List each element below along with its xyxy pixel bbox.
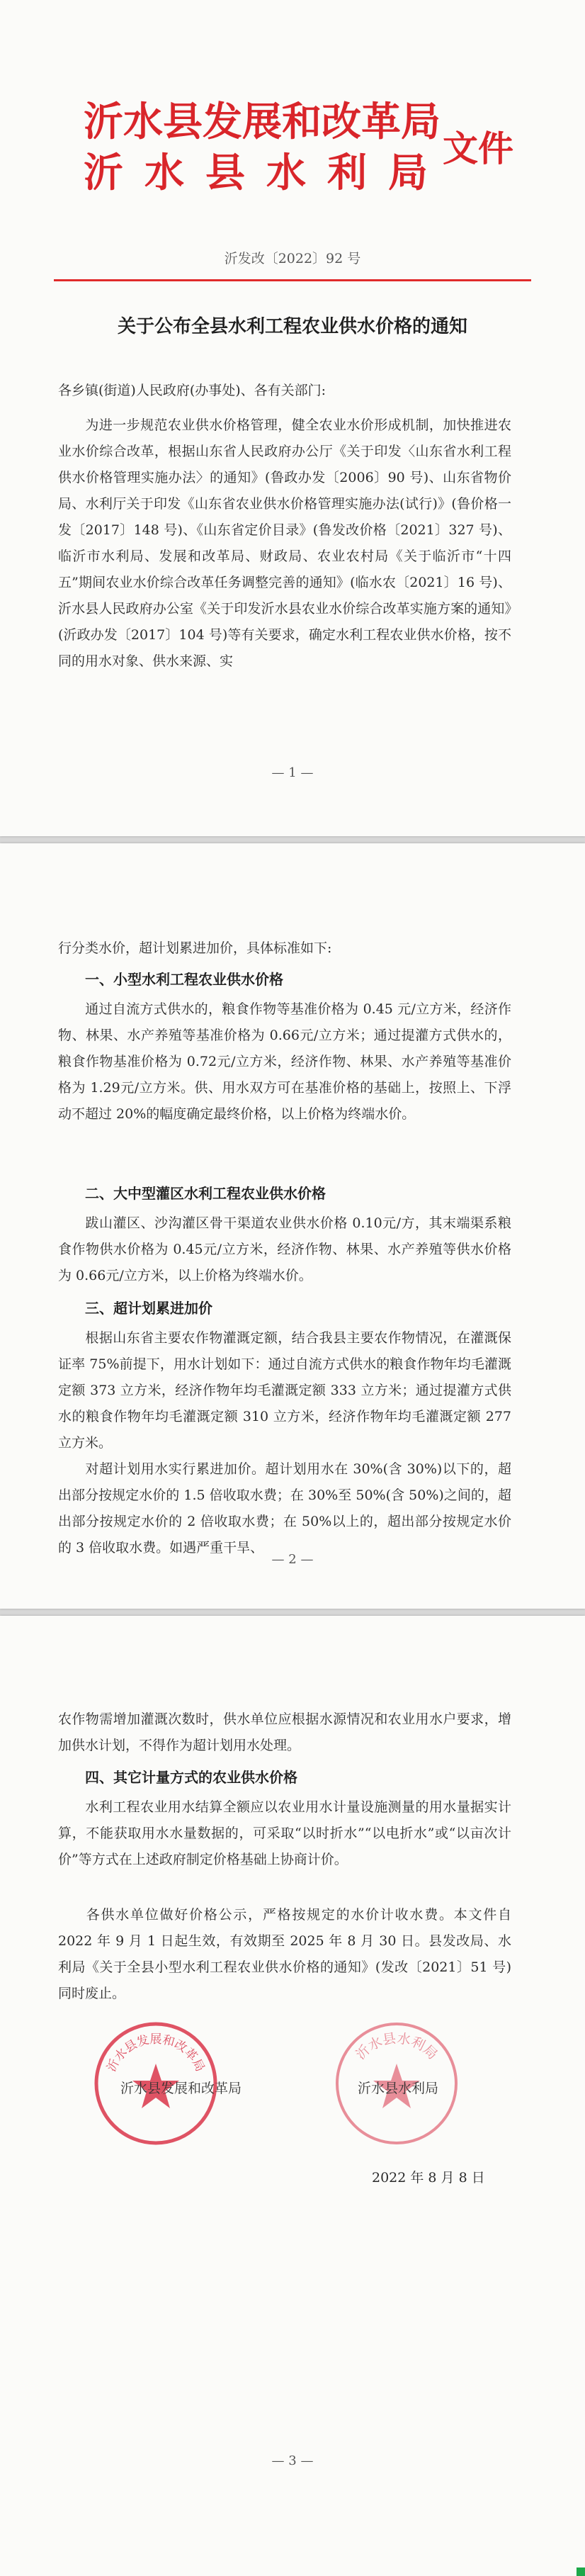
signer-2: 沂水县水利局 [358, 2081, 439, 2096]
page3-continuation [58, 1706, 511, 1759]
corner-marker [577, 2567, 585, 2576]
body-paragraph-1 [58, 412, 511, 675]
section-2-paragraph [58, 1210, 511, 1289]
section-3-paragraph-2 [58, 1456, 511, 1561]
issue-date: 2022 年 8 月 8 日 [372, 2170, 485, 2186]
page2-continuation [58, 935, 511, 962]
page3-continuation-text: 农作物需增加灌溉次数时，供水单位应根据水源情况和农业用水户要求，增加供水计划，不得作为超计划用水处理。 [58, 1711, 511, 1753]
closing-paragraph [58, 1902, 511, 2007]
closing-text: 各供水单位做好价格公示，严格按规定的水价计收水费。本文件自 2022 年 9 月 1 日起生效，有效期至 2025 年 8 月 30 日。县发改局、水利局《关于全县小型水利工程农业供水价格的通知》(发改〔2021〕51 号)同时废止。 [58, 1907, 511, 2001]
section-1-paragraph [58, 996, 511, 1127]
header-line-2: 沂水县水利局 [84, 150, 449, 196]
page-3 [0, 1616, 585, 2576]
seal-2-arc-text: 沂水县水利局 [353, 2030, 441, 2063]
page-1 [0, 0, 585, 836]
section-heading-2: 二、大中型灌区水利工程农业供水价格 [85, 1185, 326, 1202]
document-number: 沂发改〔2022〕92 号 [224, 251, 361, 266]
page-2 [0, 843, 585, 1609]
red-divider [54, 279, 531, 281]
page2-continuation-text: 行分类水价，超计划累进加价，具体标准如下: [58, 940, 332, 956]
section-3-text-1: 根据山东省主要农作物灌溉定额，结合我县主要农作物情况，在灌溉保证率 75%前提下，用水计划如下：通过自流方式供水的粮食作物年均毛灌溉定额 373 立方米，经济作物年均毛灌溉定额 333 立方米；通过提灌方式供水的粮食作物年均毛灌溉定额 310 立方米，经济作物年均毛灌溉定额 277 立方米。 [58, 1330, 511, 1451]
header-line-1: 沂水县发展和改革局 [84, 99, 441, 145]
section-1-text: 通过自流方式供水的，粮食作物等基准价格为 0.45 元/立方米，经济作物、林果、水产养殖等基准价格为 0.66元/立方米；通过提灌方式供水的，粮食作物基准价格为 0.72元/立方米，经济作物、林果、水产养殖等基准价格为 1.29元/立方米。供、用水双方可在基准价格的基础上，按照上、下浮动不超过 20%的幅度确定最终价格，以上价格为终端水价。 [58, 1001, 511, 1122]
section-3-paragraph-1 [58, 1325, 511, 1456]
page-number-3: — 3 — [271, 2453, 314, 2468]
salutation: 各乡镇(街道)人民政府(办事处)、各有关部门: [58, 383, 326, 398]
seal-1-arc-text: 沂水县发展和改革局 [104, 2032, 208, 2074]
page-number-1: — 1 — [271, 765, 314, 780]
section-4-text: 水利工程农业用水结算全额应以农业用水计量设施测量的用水量据实计算，不能获取用水水量数据的，可采取“以时折水”“以电折水”或“以亩次计价”等方式在上述政府制定价格基础上协商计价。 [58, 1799, 511, 1867]
document-header [84, 96, 449, 198]
section-3-text-2: 对超计划用水实行累进加价。超计划用水在 30%(含 30%)以下的，超出部分按规定水价的 1.5 倍收取水费；在 30%至 50%(含 50%)之间的，超出部分按规定水价的 2 倍收取水费；在 50%以上的，超出部分按规定水价的 3 倍收取水费。如遇严重干旱、 [58, 1461, 511, 1556]
body-paragraph-1-text: 为进一步规范农业供水价格管理，健全农业水价形成机制，加快推进农业水价综合改革，根据山东省人民政府办公厅《关于印发〈山东省水利工程供水价格管理实施办法〉的通知》(鲁政办发〔2006〕90 号)、山东省物价局、水利厅关于印发《山东省农业供水价格管理实施办法(试行)》(鲁价格一发〔2017〕148 号)、《山东省定价目录》(鲁发改价格〔2021〕327 号)、临沂市水利局、发展和改革局、财政局、农业农村局《关于临沂市“十四五”期间农业水价综合改革任务调整完善的通知》(临水农〔2021〕16 号)、沂水县人民政府办公室《关于印发沂水县农业水价综合改革实施方案的通知》(沂政办发〔2017〕104 号)等有关要求，确定水利工程农业供水价格，按不同的用水对象、供水来源、实 [58, 417, 511, 669]
signer-1: 沂水县发展和改革局 [120, 2081, 242, 2096]
section-2-text: 跋山灌区、沙沟灌区骨干渠道农业供水价格 0.10元/方，其末端渠系粮食作物供水价格为 0.45元/立方米，经济作物、林果、水产养殖等供水价格为 0.66元/立方米，以上价格为终端水价。 [58, 1215, 511, 1283]
section-heading-3: 三、超计划累进加价 [85, 1300, 212, 1317]
section-heading-4: 四、其它计量方式的农业供水价格 [85, 1769, 297, 1786]
header-suffix: 文件 [443, 128, 513, 169]
document-title: 关于公布全县水利工程农业供水价格的通知 [117, 316, 467, 337]
section-heading-1: 一、小型水利工程农业供水价格 [85, 971, 283, 988]
page-number-2: — 2 — [271, 1552, 314, 1567]
section-4-paragraph [58, 1794, 511, 1873]
